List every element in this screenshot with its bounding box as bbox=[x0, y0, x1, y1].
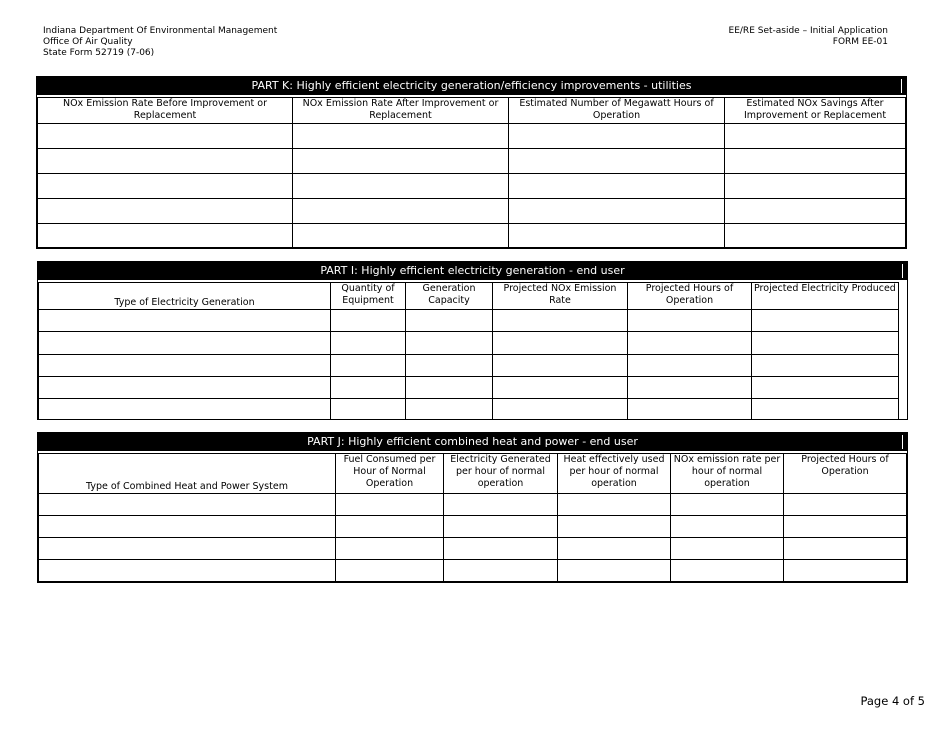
part-i-table bbox=[38, 282, 899, 420]
input-cell[interactable] bbox=[671, 560, 784, 582]
input-cell[interactable] bbox=[558, 538, 671, 560]
part-k-section bbox=[36, 76, 907, 249]
application-title: EE/RE Set-aside – Initial Application bbox=[728, 26, 888, 36]
input-cell[interactable] bbox=[752, 332, 899, 355]
input-cell[interactable] bbox=[493, 310, 628, 332]
table-row bbox=[39, 332, 899, 355]
input-cell[interactable] bbox=[39, 494, 336, 516]
input-cell[interactable] bbox=[39, 332, 331, 355]
part-i-title-text: PART I: Highly efficient electricity generation - end user bbox=[320, 264, 625, 277]
input-cell[interactable] bbox=[38, 224, 293, 248]
table-row bbox=[39, 560, 907, 582]
column-header: Estimated Number of Megawatt Hours of Operation bbox=[509, 98, 725, 124]
part-i-title bbox=[38, 262, 907, 280]
input-cell[interactable] bbox=[628, 310, 752, 332]
input-cell[interactable] bbox=[752, 355, 899, 377]
input-cell[interactable] bbox=[331, 310, 406, 332]
input-cell[interactable] bbox=[509, 224, 725, 248]
input-cell[interactable] bbox=[331, 332, 406, 355]
input-cell[interactable] bbox=[336, 538, 444, 560]
form-header bbox=[729, 26, 888, 48]
column-header: Electricity Generated per hour of normal operation bbox=[444, 454, 558, 494]
input-cell[interactable] bbox=[493, 399, 628, 420]
table-header-row bbox=[39, 283, 899, 310]
column-header: Fuel Consumed per Hour of Normal Operation bbox=[336, 454, 444, 494]
input-cell[interactable] bbox=[39, 399, 331, 420]
input-cell[interactable] bbox=[444, 538, 558, 560]
agency-name: Indiana Department Of Environmental Management bbox=[43, 26, 278, 36]
input-cell[interactable] bbox=[39, 377, 331, 399]
input-cell[interactable] bbox=[558, 494, 671, 516]
page-number: Page 4 of 5 bbox=[860, 694, 925, 708]
input-cell[interactable] bbox=[39, 538, 336, 560]
column-header: Heat effectively used per hour of normal operation bbox=[558, 454, 671, 494]
input-cell[interactable] bbox=[293, 124, 509, 149]
input-cell[interactable] bbox=[38, 174, 293, 199]
input-cell[interactable] bbox=[336, 560, 444, 582]
input-cell[interactable] bbox=[558, 560, 671, 582]
input-cell[interactable] bbox=[509, 124, 725, 149]
input-cell[interactable] bbox=[293, 174, 509, 199]
input-cell[interactable] bbox=[752, 377, 899, 399]
column-header: Projected Hours of Operation bbox=[628, 283, 752, 310]
column-header: NOx Emission Rate After Improvement or Replacement bbox=[293, 98, 509, 124]
input-cell[interactable] bbox=[671, 538, 784, 560]
input-cell[interactable] bbox=[336, 494, 444, 516]
part-j-table bbox=[38, 453, 907, 582]
input-cell[interactable] bbox=[444, 494, 558, 516]
input-cell[interactable] bbox=[493, 332, 628, 355]
table-header-row bbox=[38, 98, 906, 124]
table-row bbox=[38, 224, 906, 248]
input-cell[interactable] bbox=[39, 310, 331, 332]
input-cell[interactable] bbox=[671, 494, 784, 516]
input-cell[interactable] bbox=[784, 538, 907, 560]
input-cell[interactable] bbox=[293, 224, 509, 248]
column-header: NOx Emission Rate Before Improvement or Replacement bbox=[38, 98, 293, 124]
input-cell[interactable] bbox=[38, 124, 293, 149]
input-cell[interactable] bbox=[336, 516, 444, 538]
table-row bbox=[39, 377, 899, 399]
input-cell[interactable] bbox=[628, 377, 752, 399]
input-cell[interactable] bbox=[509, 199, 725, 224]
input-cell[interactable] bbox=[406, 377, 493, 399]
input-cell[interactable] bbox=[725, 124, 906, 149]
input-cell[interactable] bbox=[628, 355, 752, 377]
input-cell[interactable] bbox=[725, 174, 906, 199]
column-header: Estimated NOx Savings After Improvement or Replacement bbox=[725, 98, 906, 124]
table-header-row bbox=[39, 454, 907, 494]
table-row bbox=[39, 355, 899, 377]
input-cell[interactable] bbox=[509, 149, 725, 174]
part-j-title-text: PART J: Highly efficient combined heat and power - end user bbox=[307, 435, 638, 448]
input-cell[interactable] bbox=[444, 516, 558, 538]
table-row bbox=[38, 124, 906, 149]
input-cell[interactable] bbox=[406, 355, 493, 377]
input-cell[interactable] bbox=[331, 399, 406, 420]
input-cell[interactable] bbox=[752, 399, 899, 420]
table-row bbox=[38, 174, 906, 199]
input-cell[interactable] bbox=[406, 399, 493, 420]
table-row bbox=[38, 199, 906, 224]
input-cell[interactable] bbox=[628, 399, 752, 420]
column-header: Type of Combined Heat and Power System bbox=[39, 454, 336, 494]
table-row bbox=[39, 538, 907, 560]
input-cell[interactable] bbox=[752, 310, 899, 332]
title-bar-divider bbox=[902, 435, 903, 449]
part-j-section bbox=[37, 432, 908, 583]
input-cell[interactable] bbox=[784, 516, 907, 538]
input-cell[interactable] bbox=[493, 355, 628, 377]
form-id: FORM EE-01 bbox=[832, 37, 888, 47]
input-cell[interactable] bbox=[331, 355, 406, 377]
input-cell[interactable] bbox=[293, 199, 509, 224]
table-row bbox=[39, 494, 907, 516]
column-header: Projected Hours of Operation bbox=[784, 454, 907, 494]
input-cell[interactable] bbox=[725, 224, 906, 248]
input-cell[interactable] bbox=[628, 332, 752, 355]
input-cell[interactable] bbox=[39, 516, 336, 538]
input-cell[interactable] bbox=[38, 149, 293, 174]
part-k-table bbox=[37, 97, 906, 248]
state-form-number: State Form 52719 (7-06) bbox=[43, 48, 155, 58]
title-bar-divider bbox=[901, 79, 902, 93]
input-cell[interactable] bbox=[558, 516, 671, 538]
input-cell[interactable] bbox=[406, 332, 493, 355]
input-cell[interactable] bbox=[406, 310, 493, 332]
part-j-title bbox=[38, 433, 907, 451]
input-cell[interactable] bbox=[39, 355, 331, 377]
input-cell[interactable] bbox=[509, 174, 725, 199]
input-cell[interactable] bbox=[784, 560, 907, 582]
column-header: Projected NOx Emission Rate bbox=[493, 283, 628, 310]
input-cell[interactable] bbox=[725, 199, 906, 224]
part-k-title-text: PART K: Highly efficient electricity generation/efficiency improvements - utilities bbox=[251, 79, 692, 92]
input-cell[interactable] bbox=[39, 560, 336, 582]
table-row bbox=[38, 149, 906, 174]
column-header: Projected Electricity Produced bbox=[752, 283, 899, 310]
agency-header bbox=[43, 26, 277, 59]
input-cell[interactable] bbox=[331, 377, 406, 399]
part-i-section bbox=[37, 261, 908, 420]
table-row bbox=[39, 310, 899, 332]
table-row bbox=[39, 399, 899, 420]
title-bar-divider bbox=[902, 264, 903, 278]
input-cell[interactable] bbox=[38, 199, 293, 224]
input-cell[interactable] bbox=[671, 516, 784, 538]
part-k-title bbox=[37, 77, 906, 95]
column-header: Type of Electricity Generation bbox=[39, 283, 331, 310]
input-cell[interactable] bbox=[725, 149, 906, 174]
column-header: NOx emission rate per hour of normal operation bbox=[671, 454, 784, 494]
input-cell[interactable] bbox=[444, 560, 558, 582]
table-row bbox=[39, 516, 907, 538]
input-cell[interactable] bbox=[493, 377, 628, 399]
column-header: Quantity of Equipment bbox=[331, 283, 406, 310]
column-header: Generation Capacity bbox=[406, 283, 493, 310]
input-cell[interactable] bbox=[784, 494, 907, 516]
input-cell[interactable] bbox=[293, 149, 509, 174]
office-name: Office Of Air Quality bbox=[43, 37, 133, 47]
